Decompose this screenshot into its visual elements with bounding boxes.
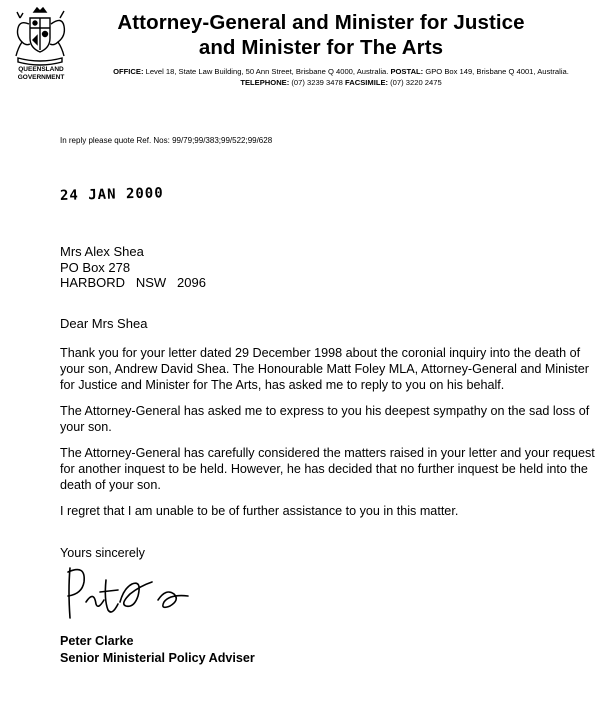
- recipient-name: Mrs Alex Shea: [60, 244, 144, 259]
- handwritten-signature-icon: [60, 560, 200, 632]
- reference-line: In reply please quote Ref. Nos: 99/79;99/383;99/522;99/628: [60, 136, 273, 145]
- postal-label: POSTAL:: [390, 67, 424, 76]
- signer-title: Senior Ministerial Policy Adviser: [60, 651, 255, 665]
- recipient-address: [60, 244, 206, 291]
- government-line-2: GOVERNMENT: [17, 74, 65, 81]
- title-line-2: and Minister for The Arts: [198, 36, 444, 59]
- body-paragraph-4: I regret that I am unable to be of further assistance to you in this matter.: [60, 504, 459, 518]
- phone-line: [78, 77, 604, 88]
- closing: Yours sincerely: [60, 546, 145, 560]
- recipient-locality: HARBORD NSW 2096: [60, 275, 206, 290]
- government-label: [8, 66, 74, 82]
- salutation: Dear Mrs Shea: [60, 316, 148, 331]
- contact-block: [78, 66, 604, 88]
- address-line: [78, 66, 604, 77]
- postal-address: GPO Box 149, Brisbane Q 4001, Australia.: [423, 67, 569, 76]
- title-line-1: Attorney-General and Minister for Justice: [117, 11, 525, 34]
- queensland-crest-icon: [8, 6, 72, 68]
- recipient-po-box: PO Box 278: [60, 259, 131, 275]
- letterhead-title: [86, 10, 556, 60]
- office-label: OFFICE:: [113, 67, 144, 76]
- telephone-number: (07) 3239 3478: [289, 78, 346, 87]
- body-paragraph-3: The Attorney-General has carefully considered the matters raised in your letter and your request for another inquest to be held. However, he has decided that no further inquest be held into the death of your son.: [60, 446, 595, 492]
- government-line-1: QUEENSLAND: [18, 66, 64, 73]
- body-paragraph-1: Thank you for your letter dated 29 December 1998 about the coronial inquiry into the death of your son, Andrew David Shea. The Honourable Matt Foley MLA, Attorney-General and Minister for Justice and Minister for The Arts, has asked me to reply to you on his behalf.: [60, 346, 589, 392]
- facsimile-number: (07) 3220 2475: [388, 78, 442, 87]
- office-address: Level 18, State Law Building, 50 Ann Street, Brisbane Q 4000, Australia.: [143, 67, 391, 76]
- body-paragraph-2: The Attorney-General has asked me to express to you his deepest sympathy on the sad loss of your son.: [60, 404, 590, 434]
- date-stamp: 24 JAN 2000: [59, 185, 164, 204]
- facsimile-label: FACSIMILE:: [345, 78, 389, 87]
- signer-name: Peter Clarke: [60, 634, 134, 648]
- telephone-label: TELEPHONE:: [240, 78, 290, 87]
